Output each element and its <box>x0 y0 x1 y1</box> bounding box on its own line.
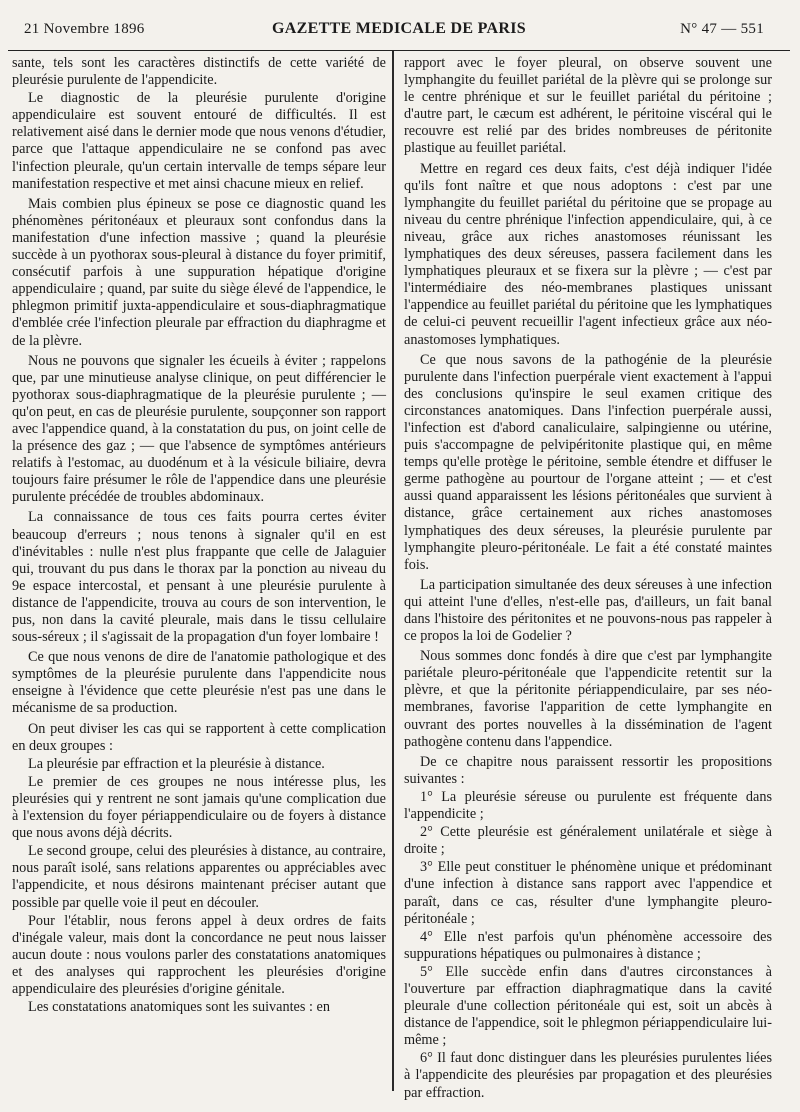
list-item: 3° Elle peut constituer le phénomène unique et prédominant d'une infection à distance sans rapport avec l'appendice et paraît, dans ce cas, résulter d'une lymphangite pleuro-péritonéale ; <box>404 859 772 927</box>
paragraph: Ce que nous savons de la pathogénie de la pleurésie purulente dans l'infection puerpérale vient exactement à l'appui des conclusions qu'inspire le seul examen critique des circonstances anatomiques. Dans l'infection puerpérale aussi, l'infection est d'abord canaliculaire, salpingienne ou utérine, puis s'accompagne de pelvipéritonite plastique qui, en même temps qu'elle protège le péritoine, semble étendre et diffuser le germe pathogène au pourtour de l'organe atteint ; — et c'est aussi quand apparaissent les lésions péritonéales que survient à distance, grâce certainement aux riches anastomoses lymphatiques des deux séreuses, la pleurésie purulente par lymphangite pleuro-péritonéale. Le fait a été constaté maintes fois. <box>404 351 772 573</box>
header-date: 21 Novembre 1896 <box>24 20 145 37</box>
paragraph: Le premier de ces groupes ne nous intéresse plus, les pleurésies qui y rentrent ne sont jamais qu'une complication due à l'extension du foyer périappendiculaire ou de foyers à distance que nous avons déjà décrits. <box>12 773 386 842</box>
paragraph: La participation simultanée des deux séreuses à une infection qui atteint l'une d'elles, n'est-elle pas, d'ailleurs, un fait banal dans l'histoire des péritonites et ne pouvons-nous pas rappeler à ce propos la loi de Godelier ? <box>404 576 772 645</box>
paragraph: Les constatations anatomiques sont les suivantes : en <box>28 999 330 1016</box>
paragraph: On peut diviser les cas qui se rapportent à cette complication en deux groupes : <box>12 720 386 754</box>
paragraph: Mettre en regard ces deux faits, c'est déjà indiquer l'idée qu'ils font naître et que nous adoptons : c'est par une lymphangite du feuillet pariétal du péritoine que se propage au niveau du centre phrénique l'infection appendiculaire, qui, à ce niveau, grâce aux riches anastomoses réunissant les lymphatiques des deux séreuses, passera facilement dans les lymphatiques pleuraux et se fixera sur la plèvre ; — c'est par l'intermédiaire des néo-membranes plastiques unissant l'appendice au feuillet pariétal du péritoine que les lymphatiques de celui-ci peuvent recueillir l'agent infectieux grâce aux néo-anastomoses lymphatiques. <box>404 160 772 348</box>
list-item: 6° Il faut donc distinguer dans les pleurésies purulentes liées à l'appendicite des pleurésies par propagation et des pleurésies par effraction. <box>404 1050 772 1101</box>
page-header <box>8 14 790 44</box>
paragraph: Le diagnostic de la pleurésie purulente d'origine appendiculaire est souvent entouré de difficultés. Il est relativement aisé dans le dernier mode que nous venons d'étudier, parce que l'attaque appendiculaire ne se confond pas avec l'infection pleurale, qu'un certain intervalle de temps sépare leur manifestation respective et met ainsi chacune mieux en relief. <box>12 90 386 192</box>
list-item: 1° La pleurésie séreuse ou purulente est fréquente dans l'appendicite ; <box>404 788 772 823</box>
paragraph: Le second groupe, celui des pleurésies à distance, au contraire, nous paraît isolé, sans relations apparentes ou appréciables avec l'appendicite, et nous désirons maintenant préciser autant que possible par quelle voie il peut en découler. <box>12 843 386 911</box>
paragraph: Ce que nous venons de dire de l'anatomie pathologique et des symptômes de la pleurésie purulente dans l'appendicite nous enseigne à l'évidence que cette pleurésie n'est pas une dans le mécanisme de sa production. <box>12 649 386 717</box>
paragraph: Nous sommes donc fondés à dire que c'est par lymphangite pariétale pleuro-péritonéale que l'appendicite retentit sur la plèvre, et que la péritonite périappendiculaire, par ses néo-membranes, favorise l'apparition de cette lymphangite en ouvrant des portes nouvelles à la dissémination de l'agent pathogène contenu dans l'appendice. <box>404 648 772 750</box>
right-column <box>394 51 778 1101</box>
list-item: 2° Cette pleurésie est généralement unilatérale et siège à droite ; <box>404 824 772 858</box>
paragraph: sante, tels sont les caractères distinctifs de cette variété de pleurésie purulente de l'appendicite. <box>12 55 386 89</box>
paragraph: Pour l'établir, nous ferons appel à deux ordres de faits d'inégale valeur, mais dont la concordance ne peut nous laisser aucun doute : nous voulons parler des constatations anatomiques et des analyses qui rapprochent les pleurésies d'origine appendiculaire des pleurésies d'origine génitale. <box>12 912 386 997</box>
list-item: 5° Elle succède enfin dans d'autres circonstances à l'ouverture par effraction diaphragmatique dans la cavité pleurale d'une collection péritonéale qui est, soit un abcès à distance de l'appendice, soit le phlegmon périappendiculaire lui-même ; <box>404 963 772 1049</box>
list-item: 4° Elle n'est parfois qu'un phénomène accessoire des suppurations hépatiques ou pulmonaires à distance ; <box>404 928 772 962</box>
paragraph: De ce chapitre nous paraissent ressortir les propositions suivantes : <box>404 753 772 787</box>
article-columns <box>8 51 790 1101</box>
paragraph: Mais combien plus épineux se pose ce diagnostic quand les phénomènes péritonéaux et pleuraux sont confondus dans la manifestation d'une infection massive ; quand la pleurésie succède à un pyothorax sous-pleural à distance du foyer primitif, consécutif parfois à une suppuration hépatique d'origine appendiculaire ; quand, par suite du siège élevé de l'appendice, le phlegmon primitif juxta-appendiculaire et sous-diaphragmatique d'emblée crée l'infection pleurale par effraction du diaphragme et de la plèvre. <box>12 195 386 349</box>
paragraph: Nous ne pouvons que signaler les écueils à éviter ; rappelons que, par une minutieuse analyse clinique, on peut différencier le pyothorax sous-diaphragmatique de la pleurésie purulente ; — qu'on peut, en cas de pleurésie purulente, soupçonner son rapport avec l'appendice quand, à la constatation du pus, on joint celle de la présence des gaz ; — que l'absence de symptômes antérieurs relatifs à l'estomac, au duodénum et à la vésicule biliaire, devra toujours faire présumer le rôle de l'appendice dans une pleurésie purulente précédée de troubles abdominaux. <box>12 352 386 506</box>
paragraph: La connaissance de tous ces faits pourra certes éviter beaucoup d'erreurs ; nous tenons à signaler qu'il en est d'inévitables : nulle n'est plus frappante que celle de Jalaguier qui, trouvant du pus dans le thorax par la ponction au niveau du 9e espace intercostal, et pensant à une pleurésie purulente à distance de l'appendicite, trouva au cours de son intervention, le pus, non dans la cavité pleurale, mais dans le tissu cellulaire sous-séreux ; il s'agissait de la propagation d'un foyer lombaire ! <box>12 509 386 646</box>
journal-title: GAZETTE MEDICALE DE PARIS <box>272 20 526 37</box>
left-column <box>8 51 392 1091</box>
paragraph: La pleurésie par effraction et la pleurésie à distance. <box>28 755 325 772</box>
issue-page-number: N° 47 — 551 <box>680 20 764 37</box>
paragraph: rapport avec le foyer pleural, on observe souvent une lymphangite du feuillet pariétal de la plèvre qui se prolonge sur le centre phrénique et sur le feuillet pariétal du péritoine ; d'autre part, le cæcum est adhérent, le péritoine viscéral qui le recouvre est relié par des brides nombreuses de péritonite plastique au feuillet pariétal. <box>404 55 772 157</box>
